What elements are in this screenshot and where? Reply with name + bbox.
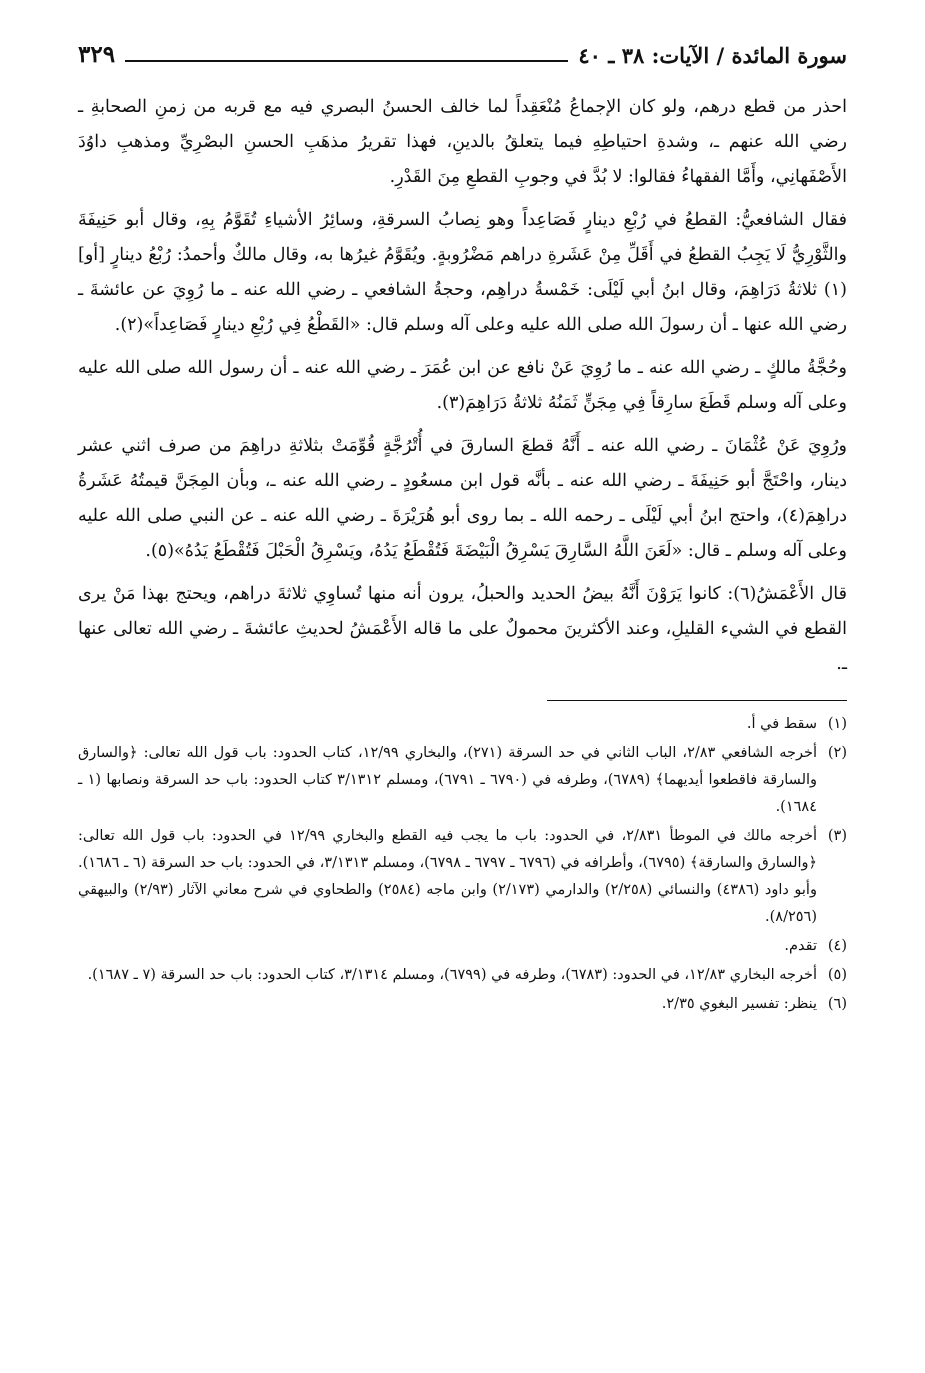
paragraph: احذر من قطع درهم، ولو كان الإجماعُ مُنْعَقِداً لما خالف الحسنُ البصري فيه مع قربه من زمنِ الصحابةِ ـ رضي الله عنهم ـ، وشدةِ احتياطِهِ فيما يتعلقُ بالدينِ، فهذا تقريرُ مذهَبِ الحسنِ البصْرِيِّ ومذهبِ داوُدَ الأَصْفَهانِي، وأَمَّا الفقهاءُ فقالوا: لا بُدَّ في وجوبِ القطعِ مِنَ القَدْرِ. (78, 97, 848, 187)
surah-title: سورة المائدة / الآيات: ٣٨ ـ ٤٠ (578, 43, 847, 68)
footnote (78, 711, 847, 738)
footnote-text: أخرجه مالك في الموطأ ٢/٨٣١، في الحدود: باب ما يجب فيه القطع والبخاري ١٢/٩٩ في الحدود: باب قول الله تعالى: ﴿والسارق والسارقة﴾ (٦٧٩٥)، وأطرافه في (٦٧٩٦ ـ ٦٧٩٧ ـ ٦٧٩٨)، ومسلم ٣/١٣١٣، في الحدود: باب حد السرقة (٦ ـ ١٦٨٦). وأبو داود (٤٣٨٦) والنسائي (٢/٢٥٨) والدارمي (٢/١٧٣) وابن ماجه (٢٥٨٤) والطحاوي في شرح معاني الآثار (٢/٩٣) والبيهقي (٨/٢٥٦). (78, 828, 818, 925)
footnote (78, 962, 847, 989)
footnote (78, 823, 847, 931)
footnote-number: (٦) (827, 996, 847, 1012)
footnote-text: أخرجه الشافعي ٢/٨٣، الباب الثاني في حد السرقة (٢٧١)، والبخاري ١٢/٩٩، كتاب الحدود: باب قول الله تعالى: ﴿والسارق والسارقة فاقطعوا أيديهما﴾ (٦٧٨٩)، وطرفه في (٦٧٩٠ ـ ٦٧٩١)، ومسلم ٣/١٣١٢ كتاب الحدود: باب حد السرقة ونصابها (١ ـ ١٦٨٤). (78, 745, 818, 815)
footnote (78, 740, 847, 821)
header-rule (125, 60, 568, 62)
paragraph: قال الأَعْمَشُ(٦): كانوا يَرَوْنَ أَنَّهُ بيضُ الحديد والحبلُ، يرون أنه منها تُساوِي ثلاثةَ دراهم، ويحتج بهذا مَنْ يرى القطع في الشيء القليلِ، وعند الأكثرينَ محمولٌ على ما قاله الأَعْمَشُ لحديثِ عائشةَ ـ رضي الله تعالى عنها ـ. (78, 584, 848, 674)
footnote-number: (٥) (827, 967, 847, 983)
footnote-number: (٤) (827, 938, 847, 954)
running-header (78, 34, 847, 68)
footnote-text: ينظر: تفسير البغوي ٢/٣٥. (661, 996, 817, 1012)
footnote (78, 991, 847, 1018)
footnote-number: (١) (827, 716, 847, 732)
paragraph: وحُجَّةُ مالكٍ ـ رضي الله عنه ـ ما رُوِيَ عَنْ نافع عن ابن عُمَرَ ـ رضي الله عنه ـ أن رسول الله صلى الله عليه وعلى آله وسلم قَطَعَ سارِقاً فِي مِجَنٍّ ثَمَنُهُ ثلاثةُ دَرَاهِمَ(٣). (78, 358, 847, 413)
footnote-number: (٣) (827, 828, 847, 844)
paragraph: فقال الشافعيُّ: القطعُ في رُبْعِ دينارٍ فَصَاعِداً وهو نِصابُ السرقةِ، وسائِرُ الأشياءِ تُقَوَّمُ بِهِ، وقال أبو حَنِيفَةَ والثَّوْرِيُّ لَا يَجِبُ القطعُ في أَقَلِّ مِنْ عَشَرةِ دراهم مَضْرُوبةٍ. ويُقَوَّمُ غيرُها به، وقال مالكٌ وأحمدُ: رُبْعُ دينارٍ [أو](١) ثلاثةُ دَرَاهِمَ، وقال ابنُ أبي لَيْلَى: خَمْسةُ دراهِم، وحجةُ الشافعي ـ رضي الله عنه ـ ما رُوِيَ عن عائشةَ ـ رضي الله عنها ـ أن رسولَ الله صلى الله عليه وعلى آله وسلم قال: «القَطْعُ فِي رُبْعِ دينارٍ فَصَاعِداً»(٢). (78, 210, 847, 335)
footnote-number: (٢) (827, 745, 847, 761)
footnote-text: أخرجه البخاري ١٢/٨٣، في الحدود: (٦٧٨٣)، وطرفه في (٦٧٩٩)، ومسلم ٣/١٣١٤، كتاب الحدود: باب حد السرقة (٧ ـ ١٦٨٧). (87, 967, 817, 983)
footnote-separator (547, 700, 847, 701)
footnotes (78, 711, 847, 1018)
main-text (78, 90, 847, 682)
footnote-text: سقط في أ. (746, 716, 817, 732)
page-number: ٣٢٩ (78, 41, 116, 68)
paragraph: ورُوِيَ عَنْ عُثْمَانَ ـ رضي الله عنه ـ أَنَّهُ قطعَ السارقَ في أُتْرُجَّةٍ قُوِّمَتْ بثلاثةِ دراهِمَ من صرف اثني عشر دينار، واحْتَجَّ أبو حَنِيفَةَ ـ رضي الله عنه ـ بأنَّه قول ابن مسعُودٍ ـ رضي الله عنه ـ، وبأن المِجَنَّ قيمتُهُ عَشَرةُ دراهِمَ(٤)، واحتج ابنُ أبي لَيْلَى ـ رحمه الله ـ بما روى أبو هُرَيْرَةَ ـ رضي الله عنه ـ عن النبي صلى الله عليه وعلى آله وسلم ـ قال: «لَعَنَ اللَّهُ السَّارِقَ يَسْرِقُ الْبَيْضَةَ فَتُقْطَعُ يَدُهُ، ويَسْرِقُ الْحَبْلَ فَتُقْطَعُ يَدُهُ»(٥). (78, 436, 847, 561)
footnote-text: تقدم. (784, 938, 817, 954)
footnote (78, 933, 847, 960)
